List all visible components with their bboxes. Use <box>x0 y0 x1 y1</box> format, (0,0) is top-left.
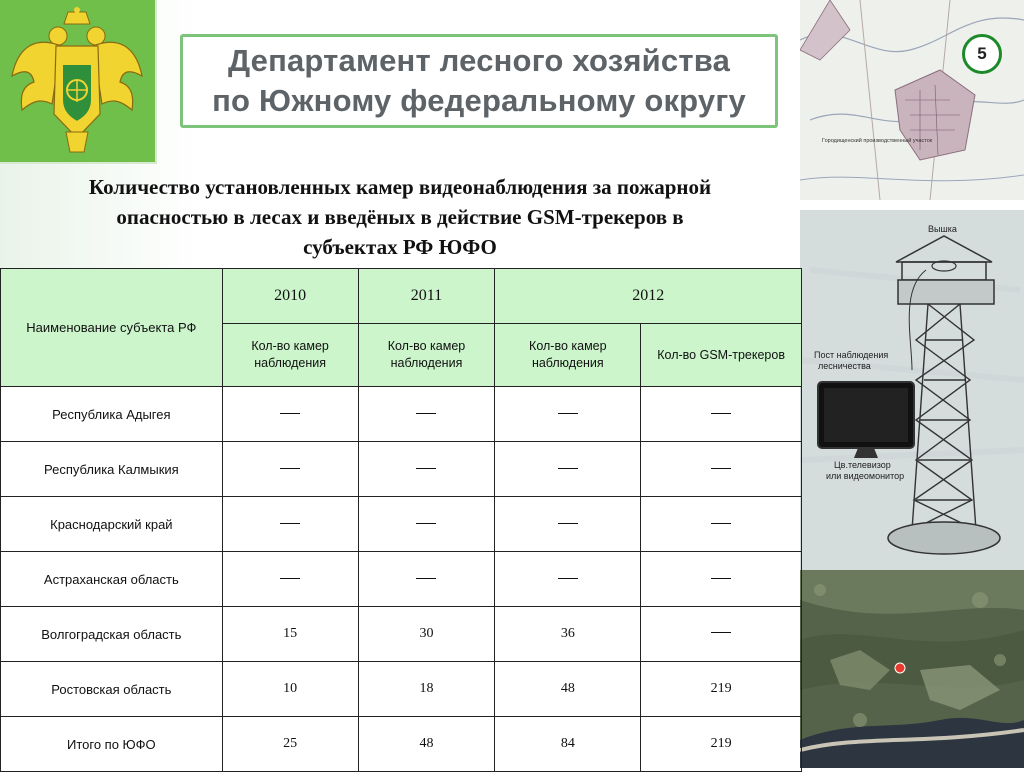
header-year-2010: 2010 <box>222 269 358 324</box>
cell-dash <box>641 442 802 497</box>
cell-dash <box>358 442 495 497</box>
total-gsm: 219 <box>641 717 802 772</box>
total-2011: 48 <box>358 717 495 772</box>
subheader-cameras-2012: Кол-во камер наблюдения <box>495 324 641 387</box>
cell-dash <box>358 497 495 552</box>
tower-label-top: Вышка <box>928 224 957 234</box>
row-subject-name: Ростовская область <box>1 662 223 717</box>
tower-diagram-image <box>800 210 1024 570</box>
header-subject: Наименование субъекта РФ <box>1 269 223 387</box>
cell-dash <box>222 387 358 442</box>
cell-value: 15 <box>222 607 358 662</box>
department-title-line1: Департамент лесного хозяйства <box>227 43 731 78</box>
cell-dash <box>358 387 495 442</box>
cell-dash <box>495 552 641 607</box>
subtitle-line3: субъектах РФ ЮФО <box>303 235 497 259</box>
cell-dash <box>495 387 641 442</box>
cell-value: 30 <box>358 607 495 662</box>
cell-dash <box>641 607 802 662</box>
map-image <box>800 0 1024 200</box>
header-year-2011: 2011 <box>358 269 495 324</box>
cell-value: 219 <box>641 662 802 717</box>
table-row <box>1 387 802 442</box>
total-2010: 25 <box>222 717 358 772</box>
cell-dash <box>358 552 495 607</box>
map-area-label: Городищенский производственный участок <box>822 138 933 144</box>
cell-value: 18 <box>358 662 495 717</box>
subtitle-line1: Количество установленных камер видеонаблюдения за пожарной <box>88 175 712 199</box>
table-row <box>1 552 802 607</box>
cell-dash <box>641 387 802 442</box>
department-title-line2: по Южному федеральному округу <box>212 83 746 118</box>
subtitle-line2: опасностью в лесах и введёных в действие GSM-трекеров в <box>116 205 684 229</box>
cell-value: 10 <box>222 662 358 717</box>
table-row <box>1 442 802 497</box>
row-subject-name: Краснодарский край <box>1 497 223 552</box>
subheader-cameras-2010: Кол-во камер наблюдения <box>222 324 358 387</box>
cell-dash <box>495 497 641 552</box>
table-header-row-years <box>1 269 802 324</box>
tower-label-post: Пост наблюдения лесничества <box>814 350 889 371</box>
page-number-badge: 5 <box>962 34 1002 74</box>
slide-subtitle <box>10 172 790 262</box>
subheader-cameras-2011: Кол-во камер наблюдения <box>358 324 495 387</box>
cell-dash <box>222 497 358 552</box>
cell-dash <box>222 442 358 497</box>
emblem-panel <box>0 0 157 164</box>
department-title-box <box>180 34 778 128</box>
table-total-row <box>1 717 802 772</box>
cell-dash <box>222 552 358 607</box>
cell-dash <box>641 497 802 552</box>
table-row <box>1 497 802 552</box>
table-row <box>1 607 802 662</box>
subheader-gsm-2012: Кол-во GSM-трекеров <box>641 324 802 387</box>
cell-value: 48 <box>495 662 641 717</box>
cell-dash <box>641 552 802 607</box>
satellite-image <box>800 570 1024 768</box>
tower-label-tv: Цв.телевизор или видеомонитор <box>826 460 905 481</box>
row-subject-name: Астраханская область <box>1 552 223 607</box>
total-label: Итого по ЮФО <box>1 717 223 772</box>
row-subject-name: Республика Адыгея <box>1 387 223 442</box>
row-subject-name: Волгоградская область <box>1 607 223 662</box>
table-row <box>1 662 802 717</box>
cell-dash <box>495 442 641 497</box>
cell-value: 36 <box>495 607 641 662</box>
row-subject-name: Республика Калмыкия <box>1 442 223 497</box>
total-2012: 84 <box>495 717 641 772</box>
header-year-2012: 2012 <box>495 269 802 324</box>
cameras-table <box>0 268 802 772</box>
coat-of-arms-icon <box>6 6 148 154</box>
